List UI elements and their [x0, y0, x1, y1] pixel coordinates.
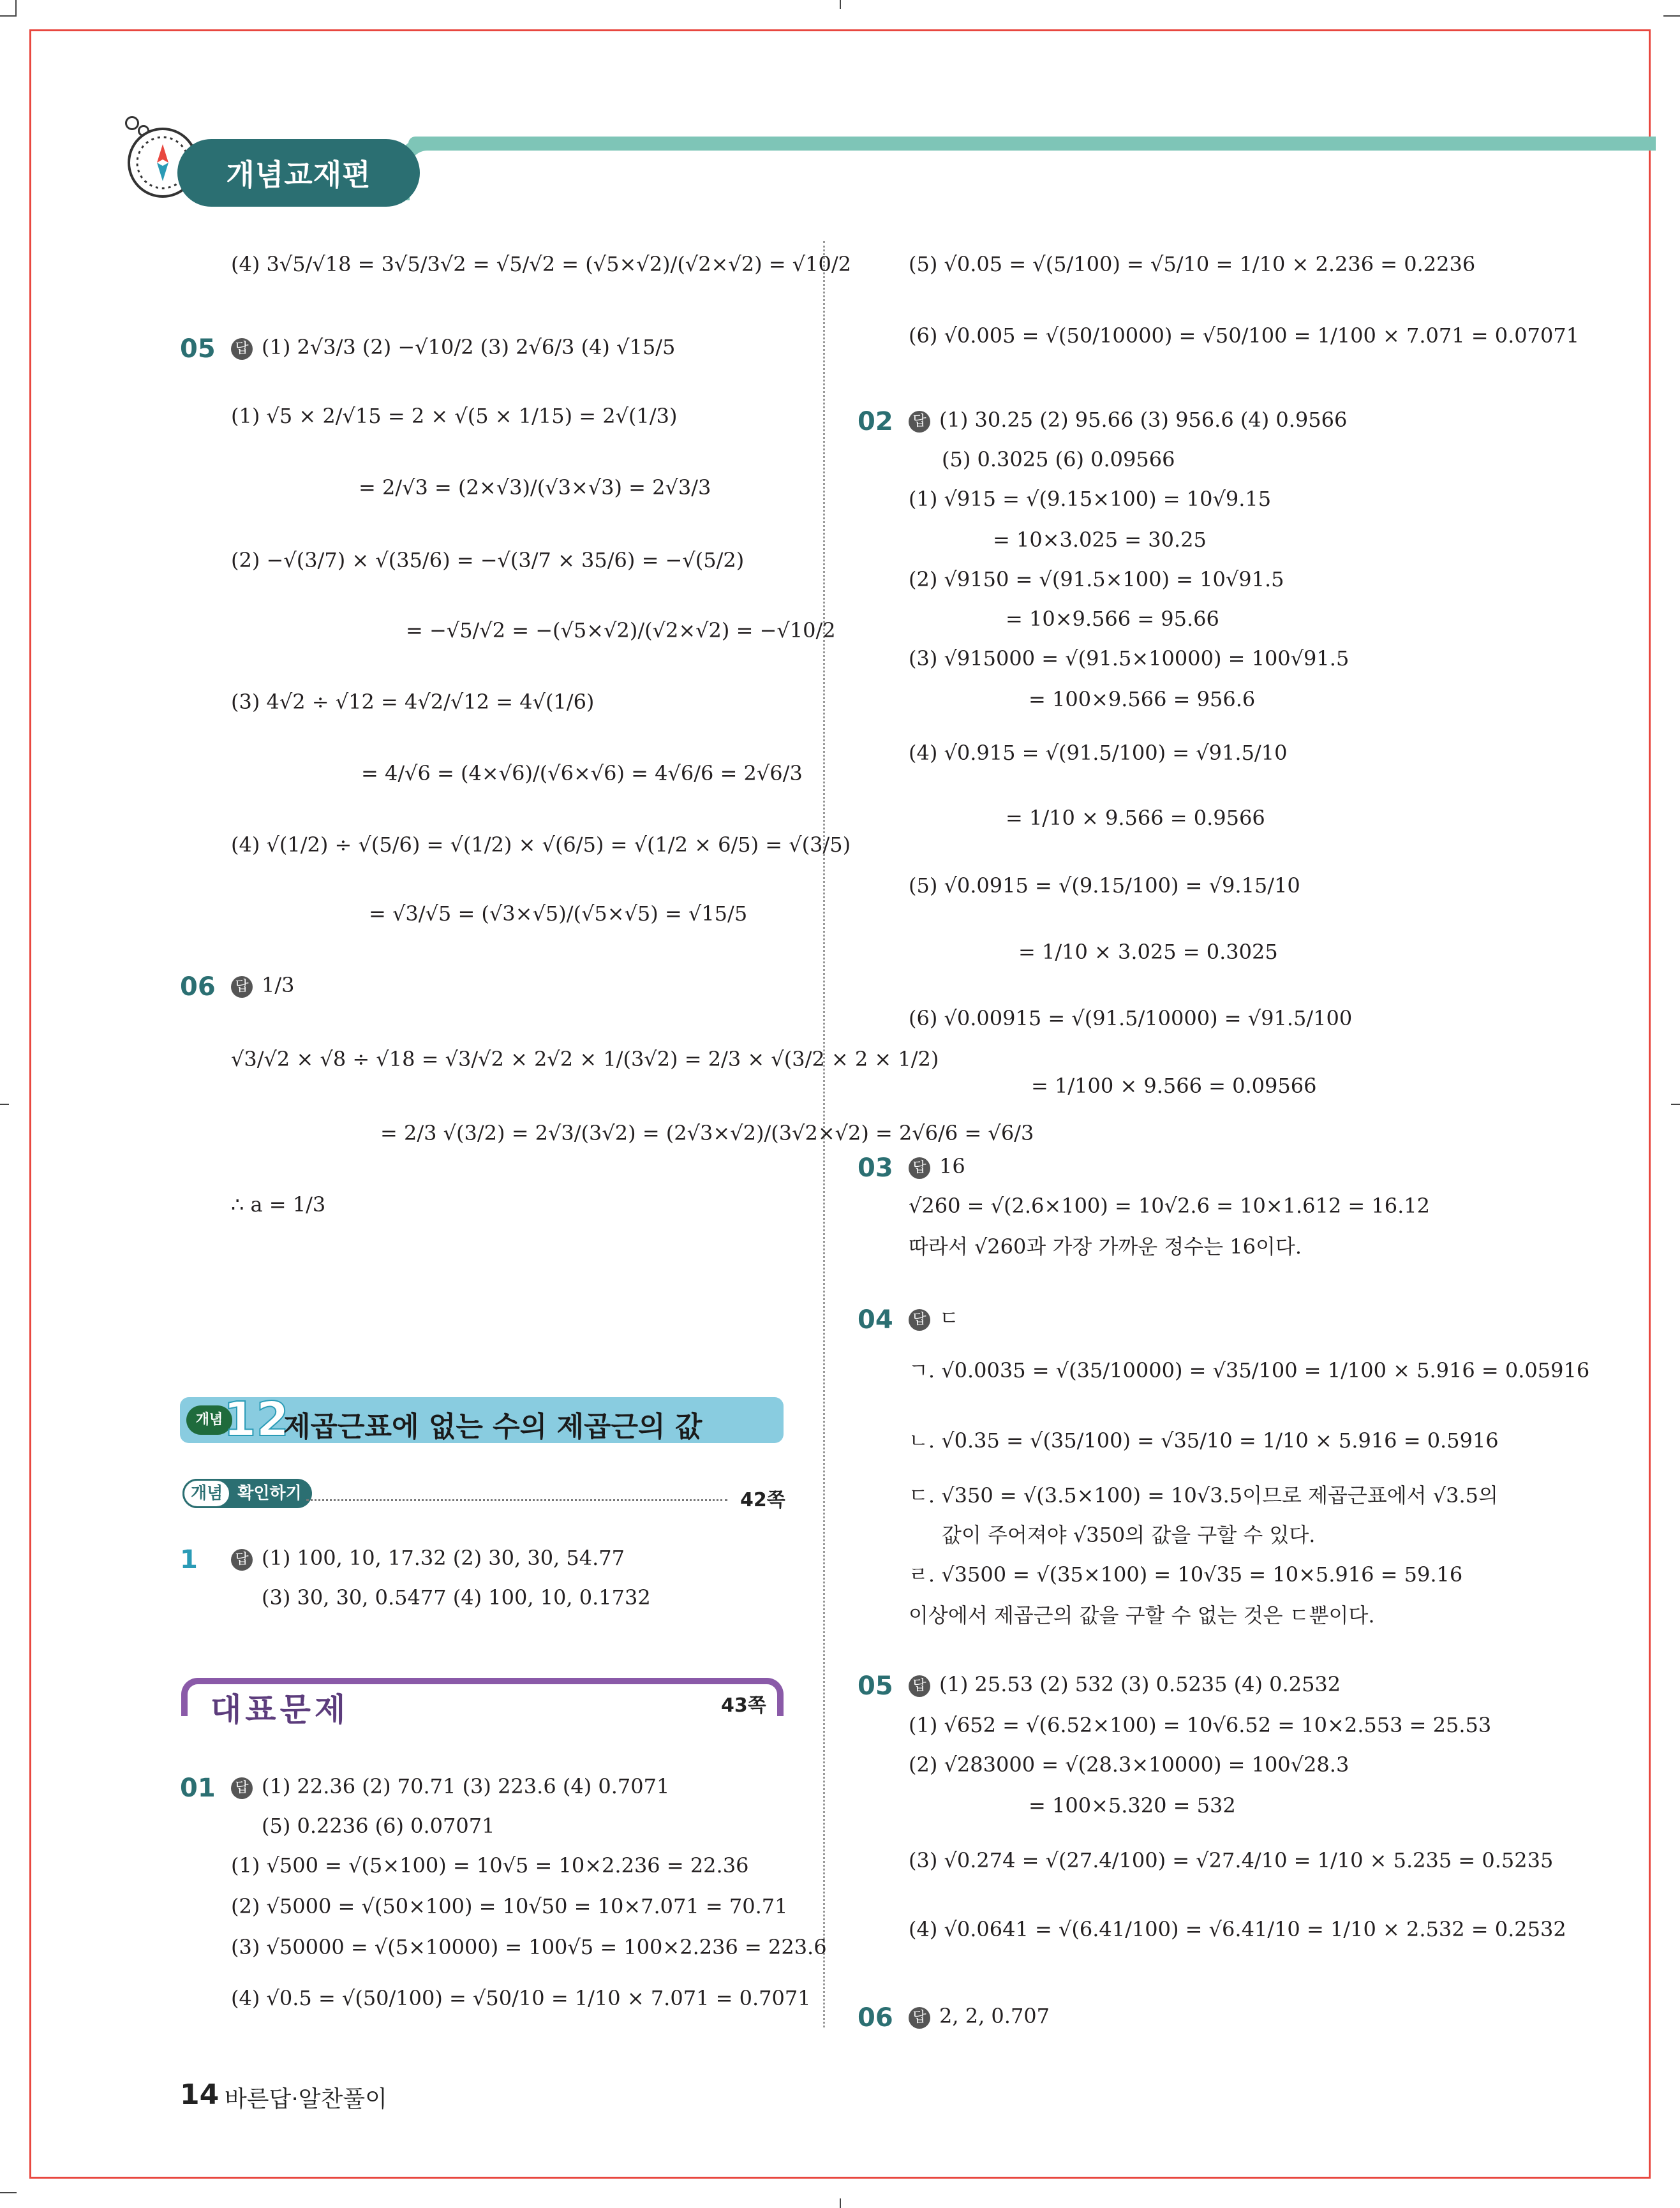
problem-number: 05	[180, 334, 216, 364]
answer-line: (3) 30, 30, 0.5477 (4) 100, 10, 0.1732	[262, 1585, 651, 1610]
answer-line	[909, 1156, 965, 1179]
solution-line: = 1/10 × 3.025 = 0.3025	[1018, 940, 1278, 964]
answer-line	[231, 1776, 669, 1799]
solution-line: = √3/√5 = (√3×√5)/(√5×√5) = √15/5	[369, 901, 748, 926]
solution-line: (1) √5 × 2/√15 = 2 × √(5 × 1/15) = 2√(1/3)	[231, 404, 678, 428]
solution-line: (1) √500 = √(5×100) = 10√5 = 10×2.236 = 22.36	[231, 1853, 749, 1878]
solution-line: √3/√2 × √8 ÷ √18 = √3/√2 × 2√2 × 1/(3√2) = 2/3 × √(3/2 × 2 × 1/2)	[231, 1047, 939, 1071]
section-badge: 개념교재편	[177, 139, 420, 207]
answer-line	[231, 975, 295, 998]
answer-icon: 답	[231, 976, 253, 998]
problem-number: 06	[180, 972, 216, 1002]
answer-text: 1/3	[262, 973, 295, 997]
solution-line: ∴ a = 1/3	[231, 1192, 326, 1217]
solution-line: √260 = √(2.6×100) = 10√2.6 = 10×1.612 = 16.12	[909, 1194, 1430, 1218]
answer-line	[909, 1674, 1341, 1697]
problem-number: 01	[180, 1774, 216, 1803]
crop-mark	[840, 2198, 841, 2208]
solution-line: (4) √(1/2) ÷ √(5/6) = √(1/2) × √(6/5) = √(1/2 × 6/5) = √(3/5)	[231, 833, 851, 857]
check-tag	[182, 1479, 312, 1508]
answer-icon: 답	[909, 411, 930, 433]
solution-line: ㄹ. √3500 = √(35×100) = 10√35 = 10×5.916 = 59.16	[909, 1562, 1463, 1587]
page-ref: 43쪽	[721, 1694, 766, 1717]
page-ref: 42쪽	[740, 1489, 785, 1511]
solution-line: (2) √5000 = √(50×100) = 10√50 = 10×7.071 = 70.71	[231, 1894, 788, 1918]
answer-icon: 답	[909, 1675, 930, 1697]
header-bar	[408, 137, 1656, 151]
crop-mark	[840, 0, 841, 9]
solution-line: = 100×5.320 = 532	[1029, 1793, 1236, 1818]
answer-text: 2, 2, 0.707	[939, 2004, 1050, 2028]
bubble-icon	[125, 116, 139, 130]
solution-line: = 4/√6 = (4×√6)/(√6×√6) = 4√6/6 = 2√6/3	[361, 761, 803, 785]
answer-text: (1) 100, 10, 17.32 (2) 30, 30, 54.77	[262, 1546, 625, 1570]
solution-line: (3) √0.274 = √(27.4/100) = √27.4/10 = 1/10 × 5.235 = 0.5235	[909, 1848, 1554, 1872]
crop-mark	[1671, 1104, 1680, 1105]
solution-line: ㄴ. √0.35 = √(35/100) = √35/10 = 1/10 × 5.916 = 0.5916	[909, 1428, 1499, 1453]
solution-line: = 2/3 √(3/2) = 2√3/(3√2) = (2√3×√2)/(3√2×√2) = 2√6/6 = √6/3	[380, 1121, 1034, 1145]
problem-number: 04	[858, 1305, 893, 1335]
solution-line: (1) √652 = √(6.52×100) = 10√6.52 = 10×2.553 = 25.53	[909, 1713, 1492, 1737]
solution-line: (4) 3√5/√18 = 3√5/3√2 = √5/√2 = (√5×√2)/(√2×√2) = √10/2	[231, 252, 851, 276]
answer-text: (1) 25.53 (2) 532 (3) 0.5235 (4) 0.2532	[939, 1672, 1341, 1696]
answer-icon: 답	[231, 1777, 253, 1799]
section-number: 12	[223, 1392, 289, 1447]
solution-line: 값이 주어져야 √350의 값을 구할 수 있다.	[942, 1523, 1316, 1547]
section-title: 제곱근표에 없는 수의 제곱근의 값	[283, 1411, 702, 1443]
answer-line: (5) 0.2236 (6) 0.07071	[262, 1814, 495, 1838]
answer-line	[909, 1308, 959, 1331]
solution-line: (3) 4√2 ÷ √12 = 4√2/√12 = 4√(1/6)	[231, 690, 595, 714]
problem-number: 02	[858, 407, 893, 436]
solution-line: ㄱ. √0.0035 = √(35/10000) = √35/100 = 1/100 × 5.916 = 0.05916	[909, 1358, 1590, 1382]
solution-line: = 2/√3 = (2×√3)/(√3×√3) = 2√3/3	[359, 475, 711, 500]
solution-line: (4) √0.915 = √(91.5/100) = √91.5/10	[909, 741, 1288, 765]
answer-text: (1) 22.36 (2) 70.71 (3) 223.6 (4) 0.7071	[262, 1774, 670, 1798]
crop-mark	[0, 2192, 17, 2193]
dotted-leader	[306, 1499, 727, 1501]
solution-line: (5) √0.05 = √(5/100) = √5/10 = 1/10 × 2.236 = 0.2236	[909, 252, 1476, 276]
solution-line: (2) √9150 = √(91.5×100) = 10√91.5	[909, 567, 1284, 591]
problem-number: 06	[858, 2003, 893, 2033]
solution-line: (3) √50000 = √(5×10000) = 100√5 = 100×2.236 = 223.6	[231, 1935, 827, 1959]
solution-line: (5) √0.0915 = √(9.15/100) = √9.15/10	[909, 873, 1300, 898]
solution-line: (2) −√(3/7) × √(35/6) = −√(3/7 × 35/6) = −√(5/2)	[231, 548, 745, 572]
answer-icon: 답	[909, 2007, 930, 2029]
problem-number: 05	[858, 1671, 893, 1701]
answer-text: 16	[939, 1154, 965, 1178]
answer-text: (1) 2√3/3 (2) −√10/2 (3) 2√6/3 (4) √15/5	[262, 335, 676, 359]
check-tag-dot: 개념	[182, 1479, 231, 1508]
answer-icon: 답	[909, 1157, 930, 1179]
page-number: 14	[180, 2078, 219, 2111]
solution-line: (4) √0.5 = √(50/100) = √50/10 = 1/10 × 7.071 = 0.7071	[231, 1986, 811, 2010]
problem-number: 03	[858, 1153, 893, 1183]
answer-icon: 답	[231, 338, 253, 360]
answer-line: (5) 0.3025 (6) 0.09566	[942, 447, 1175, 471]
solution-line: 이상에서 제곱근의 값을 구할 수 없는 것은 ㄷ뿐이다.	[909, 1603, 1375, 1627]
solution-line: = 10×3.025 = 30.25	[993, 528, 1207, 552]
answer-line	[909, 410, 1347, 433]
check-tag-label: 확인하기	[237, 1484, 302, 1503]
answer-line	[231, 1548, 625, 1571]
solution-line: = 1/100 × 9.566 = 0.09566	[1031, 1074, 1317, 1098]
footer-title: 바른답·알찬풀이	[225, 2086, 387, 2112]
solution-line: = 10×9.566 = 95.66	[1006, 607, 1219, 631]
solution-line: (4) √0.0641 = √(6.41/100) = √6.41/10 = 1/10 × 2.532 = 0.2532	[909, 1917, 1566, 1941]
crop-mark	[15, 0, 17, 17]
solution-line: = 100×9.566 = 956.6	[1029, 687, 1256, 711]
answer-text: ㄷ	[939, 1306, 959, 1330]
answer-text: (1) 30.25 (2) 95.66 (3) 956.6 (4) 0.9566	[939, 408, 1348, 432]
problem-number: 1	[180, 1545, 198, 1574]
representative-title: 대표문제	[203, 1684, 357, 1730]
answer-line	[231, 337, 675, 360]
answer-icon: 답	[231, 1549, 253, 1571]
concept-tag: 개념	[186, 1405, 232, 1435]
crop-mark	[1663, 15, 1680, 17]
crop-mark	[0, 1104, 9, 1105]
solution-line: (6) √0.005 = √(50/10000) = √50/100 = 1/100 × 7.071 = 0.07071	[909, 323, 1580, 348]
crop-mark	[0, 15, 17, 17]
answer-line	[909, 2006, 1050, 2029]
solution-line: ㄷ. √350 = √(3.5×100) = 10√3.5이므로 제곱근표에서 √3.5의	[909, 1483, 1498, 1508]
solution-line: = −√5/√2 = −(√5×√2)/(√2×√2) = −√10/2	[406, 618, 836, 642]
solution-line: (3) √915000 = √(91.5×10000) = 100√91.5	[909, 646, 1349, 671]
solution-line: (6) √0.00915 = √(91.5/10000) = √91.5/100	[909, 1006, 1353, 1030]
solution-line: (2) √283000 = √(28.3×10000) = 100√28.3	[909, 1752, 1349, 1777]
solution-line: 따라서 √260과 가장 가까운 정수는 16이다.	[909, 1234, 1302, 1259]
answer-icon: 답	[909, 1309, 930, 1331]
solution-line: (1) √915 = √(9.15×100) = 10√9.15	[909, 487, 1272, 511]
solution-line: = 1/10 × 9.566 = 0.9566	[1006, 806, 1265, 830]
